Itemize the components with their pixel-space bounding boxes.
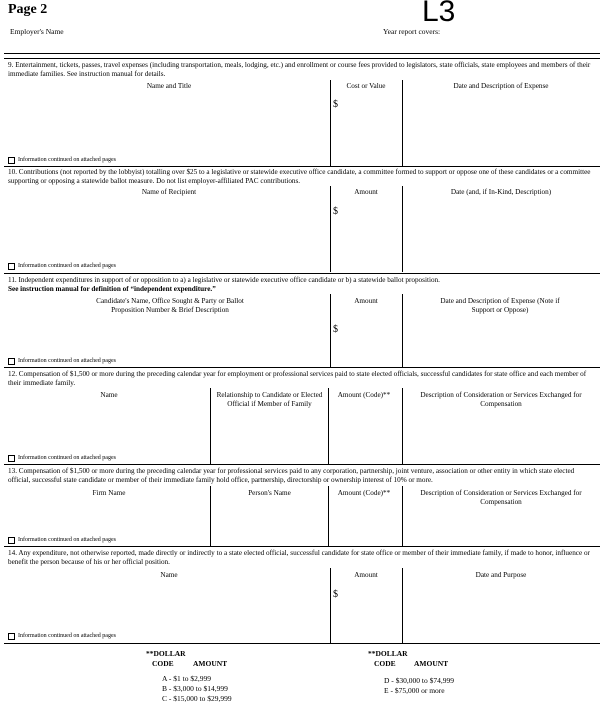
legend-item-e: E - $75,000 or more — [384, 686, 445, 695]
section-12-continued[interactable] — [8, 455, 116, 462]
section-14-col-name: Name — [160, 571, 178, 579]
section-13-col-description: Description of Consideration or Services Exchanged for Compensation — [420, 489, 582, 506]
form-code: L3 — [422, 0, 456, 28]
section-12-continued-label: Information continued on attached pages — [18, 455, 116, 461]
legend-right-amount-head: AMOUNT — [414, 659, 449, 668]
legend-item-d: D - $30,000 to $74,999 — [384, 676, 454, 685]
legend-item-a: A - $1 to $2,999 — [162, 674, 211, 683]
section-11-top-rule — [4, 273, 600, 274]
section-14-divider-2 — [402, 568, 403, 643]
section-10-continued-label: Information continued on attached pages — [18, 263, 116, 269]
section-10-continued[interactable] — [8, 263, 116, 270]
section-12-divider-1 — [210, 388, 211, 464]
section-12-top-rule — [4, 367, 600, 368]
section-11-col-date-description: Date and Description of Expense (Note if Support or Oppose) — [440, 297, 560, 314]
section-10-divider-2 — [402, 186, 403, 272]
legend-right-title: **DOLLAR — [368, 649, 408, 658]
section-14-col-amount: Amount — [354, 571, 378, 579]
section-14-dollar-sign: $ — [333, 589, 338, 600]
section-10-top-rule — [4, 166, 600, 167]
section-12-col-name: Name — [100, 391, 118, 399]
section-10-col-recipient: Name of Recipient — [141, 188, 197, 196]
section-13-divider-2 — [328, 486, 329, 546]
section-13-continued-label: Information continued on attached pages — [18, 537, 116, 543]
page-label: Page 2 — [8, 2, 48, 17]
section-12-col-amount-code: Amount (Code)** — [337, 391, 391, 399]
section-10-col-date: Date (and, if In-Kind, Description) — [450, 188, 552, 196]
section-14-divider-1 — [330, 568, 331, 643]
section-9-col-date-description: Date and Description of Expense — [453, 82, 549, 90]
legend-left-title: **DOLLAR — [146, 649, 186, 658]
section-9-dollar-sign: $ — [333, 99, 338, 110]
section-14-top-rule — [4, 546, 600, 547]
section-11-col-amount: Amount — [354, 297, 378, 305]
section-11-question-bold: See instruction manual for definition of “independent expenditure.” — [8, 284, 216, 293]
section-11-question — [8, 276, 596, 293]
section-11-continued[interactable] — [8, 358, 116, 365]
section-11-dollar-sign: $ — [333, 324, 338, 335]
header-rule — [4, 53, 600, 54]
section-9-question: 9. Entertainment, tickets, passes, travel expenses (including transportation, meals, lodging, etc.) and enrollment or course fees provided to legislators, state officials, state employees and members of their immediate families. See instruction manual for details. — [8, 61, 591, 78]
section-14-continued-checkbox[interactable] — [8, 633, 15, 640]
section-14-continued[interactable] — [8, 633, 116, 640]
section-11-divider-1 — [330, 294, 331, 367]
section-14-continued-label: Information continued on attached pages — [18, 633, 116, 639]
section-10-col-amount: Amount — [354, 188, 378, 196]
section-13-divider-1 — [210, 486, 211, 546]
section-11-question-text: 11. Independent expenditures in support of or opposition to a) a legislative or statewide executive office candidate or b) a statewide ballot proposition. — [8, 276, 440, 284]
section-10-continued-checkbox[interactable] — [8, 263, 15, 270]
section-10-dollar-sign: $ — [333, 206, 338, 217]
section-13-continued[interactable] — [8, 537, 116, 544]
section-10-question: 10. Contributions (not reported by the lobbyist) totalling over $25 to a legislative or statewide executive office candidate, a committee formed to support or oppose one of these candidates or a committee supporting or opposing a statewide ballot measure. Do not list employer-affiliated PAC contributions. — [8, 168, 591, 185]
section-11-col-candidate: Candidate's Name, Office Sought & Party or Ballot Proposition Number & Brief Description — [96, 297, 244, 314]
legend-item-c: C - $15,000 to $29,999 — [162, 694, 232, 702]
section-13-question: 13. Compensation of $1,500 or more during the preceding calendar year for professional services paid to any corporation, partnership, joint venture, association or other entity in which state elected official, successful state candidate or member of their immediate family hold office, partnership, directorship or ownership interest of 10% or more. — [8, 467, 575, 484]
year-report-covers-label: Year report covers: — [383, 27, 441, 36]
employer-name-label: Employer's Name — [10, 27, 64, 36]
legend-left-amount-head: AMOUNT — [193, 659, 228, 668]
section-13-top-rule — [4, 464, 600, 465]
section-13-col-firm: Firm Name — [92, 489, 126, 497]
section-10-divider-1 — [330, 186, 331, 272]
section-13-continued-checkbox[interactable] — [8, 537, 15, 544]
section-12-divider-2 — [328, 388, 329, 464]
section-9-col-name-title: Name and Title — [146, 82, 192, 90]
section-9-continued-label: Information continued on attached pages — [18, 157, 116, 163]
section-14-col-date-purpose: Date and Purpose — [475, 571, 527, 579]
section-9-top-rule — [4, 58, 600, 59]
section-9-continued[interactable] — [8, 157, 116, 164]
section-12-divider-3 — [402, 388, 403, 464]
section-11-divider-2 — [402, 294, 403, 367]
section-11-continued-label: Information continued on attached pages — [18, 358, 116, 364]
section-13-divider-3 — [402, 486, 403, 546]
section-9-col-cost-value: Cost or Value — [346, 82, 386, 90]
section-14-bottom-rule — [4, 643, 600, 644]
section-9-divider-2 — [402, 80, 403, 166]
legend-left-code-head: CODE — [152, 659, 174, 668]
section-12-col-relationship: Relationship to Candidate or Elected Official if Member of Family — [216, 391, 323, 408]
legend-right-code-head: CODE — [374, 659, 396, 668]
section-12-continued-checkbox[interactable] — [8, 455, 15, 462]
section-13-col-person: Person's Name — [248, 489, 291, 497]
section-12-question: 12. Compensation of $1,500 or more during the preceding calendar year for employment or professional services paid to state elected officials, successful candidates for state office and each member of their immediate family. — [8, 370, 587, 387]
section-14-question: 14. Any expenditure, not otherwise reported, made directly or indirectly to a state elected official, successful candidate for state office or member of their immediate family, if made to honor, influence or benefit the person because of his or her official position. — [8, 549, 590, 566]
section-9-continued-checkbox[interactable] — [8, 157, 15, 164]
section-9-divider-1 — [330, 80, 331, 166]
section-11-continued-checkbox[interactable] — [8, 358, 15, 365]
section-12-col-description: Description of Consideration or Services Exchanged for Compensation — [420, 391, 582, 408]
section-13-col-amount-code: Amount (Code)** — [337, 489, 391, 497]
legend-item-b: B - $3,000 to $14,999 — [162, 684, 228, 693]
